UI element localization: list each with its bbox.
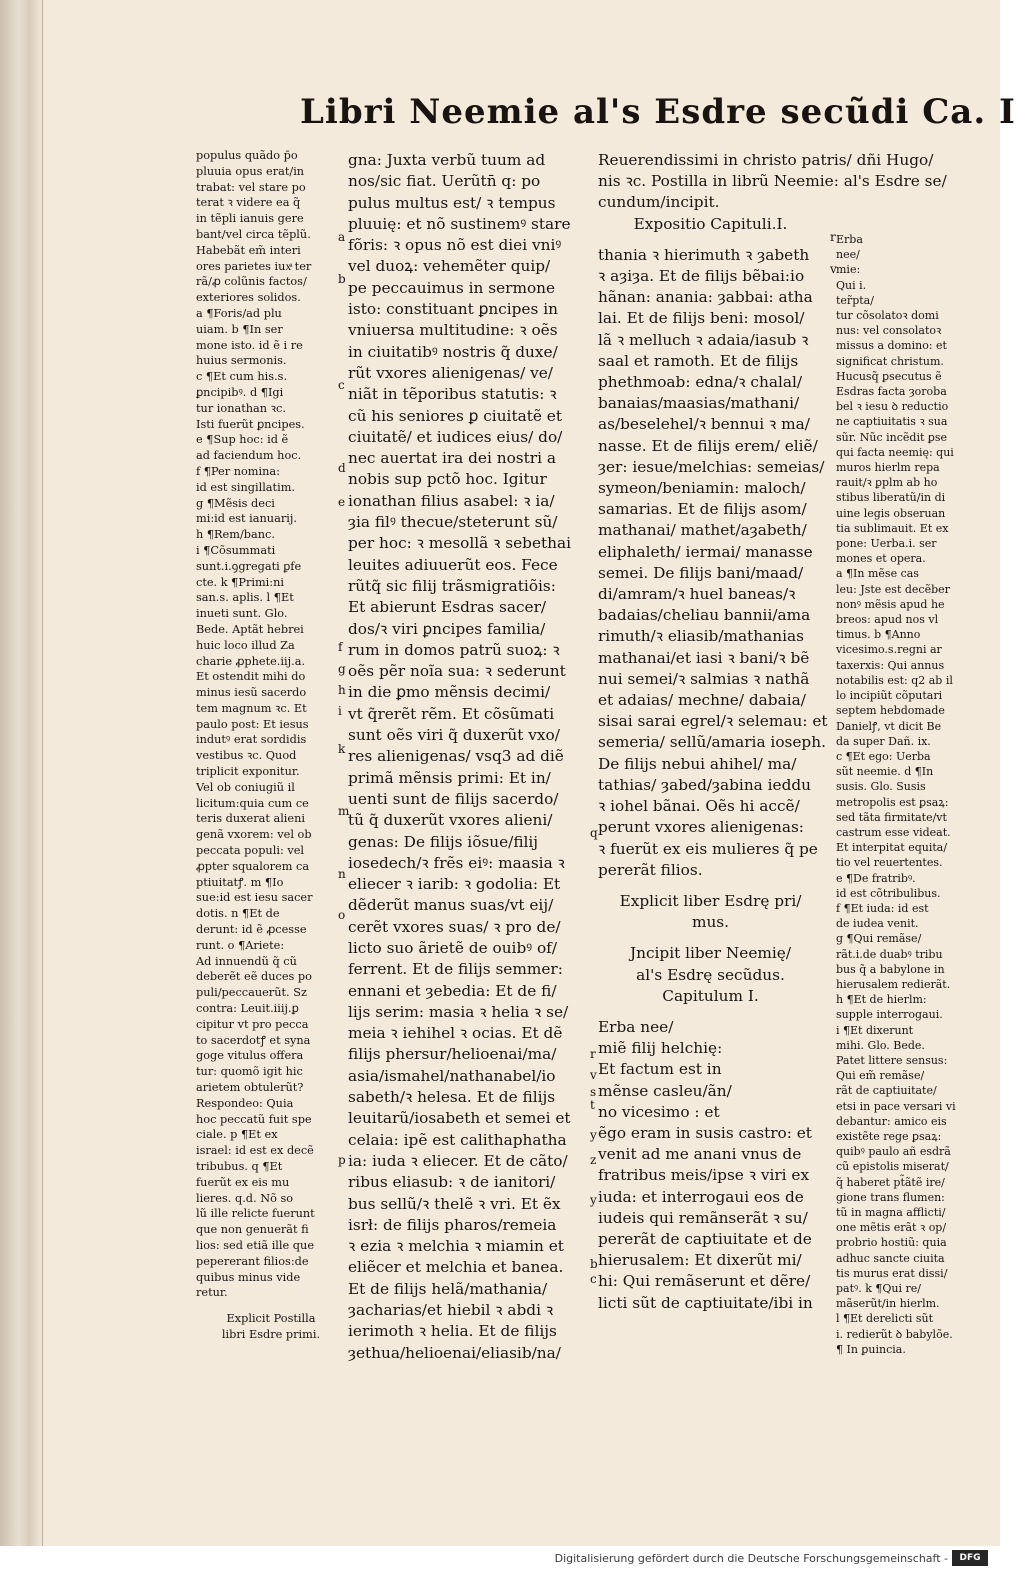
left-gloss-line: israel: id est ex decẽ bbox=[196, 1144, 314, 1158]
text-col-2-line: nui semei/ꝛ salmias ꝛ nathã bbox=[598, 669, 810, 688]
right-gloss-line: mie: bbox=[836, 263, 861, 277]
right-gloss-line: da super Dañ. ix. bbox=[836, 734, 931, 748]
left-gloss-line: fuerũt ex eis mu bbox=[196, 1175, 290, 1189]
right-gloss-line: susis. Glo. Susis bbox=[836, 780, 926, 794]
right-gloss-line: rauit/ꝛ ꝑplm ab ho bbox=[836, 476, 938, 490]
left-gloss-line: f ¶Per nomina: bbox=[196, 464, 280, 478]
text-col-1-line: Et de filijs helã/mathania/ bbox=[348, 1279, 548, 1298]
right-gloss-line: Qui em̃ remãse/ bbox=[836, 1069, 925, 1083]
right-gloss-line: bus q̃ a babylone in bbox=[836, 962, 945, 976]
text-col-1-line: isto: constituant ꝑncipes in bbox=[348, 300, 558, 319]
left-gloss-line: peccata populi: vel bbox=[196, 844, 305, 858]
left-gloss-line: licitum:quia cum ce bbox=[196, 796, 309, 810]
text-col-1-line: uenti sunt de filijs sacerdo/ bbox=[348, 789, 559, 808]
text-col-2-line: ꝛ fuerũt ex eis mulieres q̃ pe bbox=[598, 839, 818, 858]
text-col-1-line: lijs serim: masia ꝛ helia ꝛ se/ bbox=[348, 1002, 569, 1021]
right-gloss-line: patꝰ. k ¶Qui re/ bbox=[836, 1282, 921, 1296]
left-gloss-line: Ad innuendũ q̃ cũ bbox=[196, 954, 297, 968]
text-col-2-line: Explicit liber Esdrę pri/ bbox=[619, 891, 802, 910]
right-gloss-line: lo incipiũt cõputari bbox=[836, 689, 943, 703]
right-gloss-line: notabilis est: q2 ab il bbox=[836, 673, 953, 687]
right-gloss-line: breos: apud nos vl bbox=[836, 613, 939, 627]
right-gloss-line: g ¶Qui remãse/ bbox=[836, 932, 922, 946]
right-gloss-line: l ¶Et derelicti sũt bbox=[836, 1312, 934, 1326]
right-gloss-line: supple interrogaui. bbox=[836, 1008, 943, 1022]
margin-marker: b bbox=[590, 1257, 598, 1271]
left-gloss-line: populus quãdo p̄o bbox=[196, 149, 298, 162]
left-gloss-line bbox=[196, 1301, 346, 1311]
text-col-2-line: licti sũt de captiuitate/ibi in bbox=[598, 1293, 813, 1312]
text-col-2-line: sisai sarai egrel/ꝛ selemau: et bbox=[598, 712, 828, 731]
right-gloss-line: ¶ In ꝑuincia. bbox=[836, 1342, 906, 1356]
text-col-2-line: ꝛ iohel bãnai. Oẽs hi accẽ/ bbox=[598, 797, 800, 816]
text-col-2-line: De filijs nebui ahihel/ ma/ bbox=[598, 754, 797, 773]
text-col-1-line: in die ꝑmo mẽnsis decimi/ bbox=[348, 683, 551, 702]
text-col-2-line: ẽgo eram in susis castro: et bbox=[598, 1123, 812, 1142]
text-col-2-line: cundum/incipit. bbox=[598, 193, 720, 212]
margin-marker: v bbox=[830, 262, 837, 276]
right-gloss-line: ter̃pta/ bbox=[836, 293, 874, 307]
text-col-2-line: Jncipit liber Neemię/ bbox=[629, 944, 792, 963]
text-col-2-line: thania ꝛ hierimuth ꝛ ȝabeth bbox=[598, 245, 810, 264]
left-gloss-line: vestibus ꝛc. Quod bbox=[196, 749, 297, 763]
margin-marker: q bbox=[590, 826, 598, 840]
left-gloss-line: ꝑncipibꝰ. d ¶Igi bbox=[196, 385, 284, 399]
right-gloss-line: etsi in pace versari vi bbox=[836, 1099, 956, 1113]
text-col-1-line: meia ꝛ iehihel ꝛ ocias. Et dẽ bbox=[348, 1024, 563, 1043]
left-gloss-line: charie ꝓphete.iij.a. bbox=[196, 654, 306, 668]
text-col-2-line: lai. Et de filijs beni: mosol/ bbox=[598, 309, 805, 328]
right-gloss-line: one mẽtis erãt ꝛ op/ bbox=[836, 1221, 947, 1235]
text-col-2-line: hierusalem: Et dixerũt mi/ bbox=[598, 1251, 802, 1270]
text-col-1-line: ferrent. Et de filijs semmer: bbox=[348, 960, 563, 979]
left-gloss-line: ptiuitatꝭ. m ¶Io bbox=[196, 875, 284, 889]
left-gloss-line: Et ostendit mihi do bbox=[196, 670, 306, 684]
left-gloss-line: sunt.i.ꝯgregati ꝑfe bbox=[196, 559, 302, 573]
left-gloss-line: minus iesũ sacerdo bbox=[196, 686, 307, 700]
text-col-1-line: ribus eliasub: ꝛ de ianitori/ bbox=[348, 1173, 556, 1192]
left-gloss-line: teris duxerat alieni bbox=[196, 812, 305, 826]
text-col-2-line: eliphaleth/ iermai/ manasse bbox=[598, 542, 813, 561]
text-col-1-line: iosedech/ꝛ frẽs eiꝰ: maasia ꝛ bbox=[348, 853, 565, 872]
right-gloss-line: Qui i. bbox=[836, 278, 867, 292]
left-gloss-line: c ¶Et cum his.s. bbox=[196, 370, 288, 384]
text-col-2-line: iuda: et interrogaui eos de bbox=[598, 1187, 804, 1206]
left-gloss-line: paulo post: Et iesus bbox=[196, 717, 309, 731]
left-gloss-line: in tẽpli ianuis gere bbox=[196, 212, 304, 226]
right-gloss-line: timus. b ¶Anno bbox=[836, 628, 921, 642]
left-gloss-line: runt. o ¶Ariete: bbox=[196, 938, 285, 952]
right-gloss-line: mãserũt/in hierlm. bbox=[836, 1297, 940, 1311]
text-col-1-line: isrł: de filijs pharos/remeia bbox=[348, 1215, 557, 1234]
text-col-1-line: bus sellũ/ꝛ thelẽ ꝛ vri. Et ẽx bbox=[348, 1194, 561, 1213]
text-col-2-line: hãnan: anania: ȝabbai: atha bbox=[598, 288, 813, 307]
left-gloss-line: puli/peccauerũt. Sz bbox=[196, 986, 307, 1000]
right-gloss-line: adhuc sancte ciuita bbox=[836, 1251, 945, 1265]
right-gloss-line: castrum esse videat. bbox=[836, 825, 951, 839]
text-col-1-line: leuites adiuuerũt eos. Fece bbox=[348, 555, 558, 574]
book-page-edge bbox=[0, 0, 43, 1572]
left-gloss-line: ciale. p ¶Et ex bbox=[196, 1128, 278, 1142]
text-col-1-line: tũ q̃ duxerũt vxores alieni/ bbox=[348, 811, 553, 830]
text-col-1-line: primã mẽnsis primi: Et in/ bbox=[348, 768, 551, 787]
text-col-1-line: ia: iuda ꝛ eliecer. Et de cãto/ bbox=[348, 1151, 568, 1170]
right-gloss-line: c ¶Et ego: Uerba bbox=[836, 749, 931, 763]
left-gloss-line: indutꝰ erat sordidis bbox=[196, 733, 307, 747]
margin-marker: o bbox=[338, 908, 346, 922]
left-gloss-line: i ¶Cõsummati bbox=[196, 543, 276, 557]
text-col-1-line: nos/sic fiat. Uerũtn̄ q: po bbox=[348, 172, 541, 191]
text-col-2-line: mathanai/et iasi ꝛ bani/ꝛ bẽ bbox=[598, 648, 810, 667]
left-gloss-line: contra: Leuit.iiij.ꝑ bbox=[196, 1002, 299, 1016]
margin-marker: p bbox=[338, 1153, 346, 1167]
right-gloss-line: gione trans flumen: bbox=[836, 1190, 945, 1204]
right-gloss-line: vicesimo.s.regni ar bbox=[836, 643, 942, 657]
left-gloss-line: bant/vel circa tẽplũ. bbox=[196, 227, 311, 241]
text-col-1-line: vniuersa multitudine: ꝛ oẽs bbox=[348, 321, 558, 340]
left-gloss-line: san.s. aplis. l ¶Et bbox=[196, 591, 294, 605]
left-gloss-line: deberẽt eẽ duces po bbox=[196, 970, 312, 984]
text-col-2-line: symeon/beniamin: maloch/ bbox=[598, 479, 806, 498]
left-gloss-line: terat ꝛ videre ea q̃ bbox=[196, 196, 301, 210]
left-gloss-line: dotis. n ¶Et de bbox=[196, 907, 280, 921]
text-col-2-line bbox=[598, 1007, 823, 1017]
left-gloss-line: id est singillatim. bbox=[196, 480, 295, 494]
right-gloss-line: Erba bbox=[836, 233, 863, 246]
margin-marker: m bbox=[338, 804, 350, 818]
left-gloss-line: libri Esdre primi. bbox=[221, 1327, 321, 1341]
margin-marker: k bbox=[338, 742, 346, 756]
text-col-1-line: rũt vxores alienigenas/ ve/ bbox=[348, 363, 553, 382]
left-gloss-line: huius sermonis. bbox=[196, 354, 287, 368]
text-col-2-line: pererãt filios. bbox=[598, 860, 703, 879]
text-col-2-line: hi: Qui remãserunt et dẽre/ bbox=[598, 1272, 811, 1291]
left-gloss-line: derunt: id ẽ ꝓcesse bbox=[196, 923, 307, 937]
text-col-1-line: sabeth/ꝛ helesa. Et de filijs bbox=[348, 1088, 556, 1107]
left-gloss-line: pepererant filios:de bbox=[196, 1254, 309, 1268]
text-col-1-line: dẽderũt manus suas/vt eij/ bbox=[348, 896, 554, 915]
right-gloss-line: pone: Uerba.i. ser bbox=[836, 537, 937, 551]
text-col-2-line: samarias. Et de filijs asom/ bbox=[598, 500, 807, 519]
right-gloss-line: stibus liberatũ/in di bbox=[836, 491, 946, 505]
margin-marker: i bbox=[338, 704, 342, 718]
margin-marker: n bbox=[338, 867, 346, 881]
left-gloss-line: cipitur vt pro pecca bbox=[196, 1017, 309, 1031]
text-col-1-line: cũ his seniores ꝑ ciuitatẽ et bbox=[348, 406, 562, 425]
right-gloss-line: rãt de captiuitate/ bbox=[836, 1084, 937, 1098]
left-gloss-line: trabat: vel stare po bbox=[196, 180, 306, 194]
left-gloss-line: mone isto. id ẽ i re bbox=[196, 338, 303, 352]
right-gloss-line: tio vel reuertentes. bbox=[836, 856, 943, 870]
margin-marker: e bbox=[338, 495, 346, 509]
left-gloss-line: uiam. b ¶In ser bbox=[196, 322, 283, 336]
left-gloss-line: tur: quomõ igit hic bbox=[196, 1065, 303, 1079]
right-gloss-line: i ¶Et dixerunt bbox=[836, 1023, 914, 1037]
text-col-1-line: leuitarũ/iosabeth et semei et bbox=[348, 1109, 571, 1128]
right-gloss-line: tur cõsolatoꝛ domi bbox=[836, 309, 939, 323]
margin-marker: z bbox=[590, 1153, 597, 1167]
right-gloss-line: Esdras facta ȝoroba bbox=[836, 385, 947, 399]
text-col-2-line: di/amram/ꝛ huel baneas/ꝛ bbox=[598, 585, 796, 604]
text-col-1-line: res alienigenas/ vsq3 ad diẽ bbox=[348, 747, 564, 766]
text-col-1-line: ꝛ ezia ꝛ melchia ꝛ miamin et bbox=[348, 1237, 564, 1256]
left-gloss-line: huic loco illud Za bbox=[196, 638, 295, 652]
right-gloss-line: de iudea venit. bbox=[836, 917, 919, 931]
text-col-2-line: ȝer: iesue/melchias: semeias/ bbox=[598, 457, 825, 476]
text-col-2-line: Reuerendissimi in christo patris/ dñi Hugo/ bbox=[598, 151, 934, 169]
text-col-2-line: ꝛ aȝiȝa. Et de filijs bẽbai:io bbox=[598, 267, 805, 286]
text-col-2-line: fratribus meis/ipse ꝛ viri ex bbox=[598, 1166, 810, 1185]
right-gloss-line: cũ epistolis miserat/ bbox=[836, 1160, 949, 1174]
right-gloss-line: tis murus erat dissi/ bbox=[836, 1266, 948, 1280]
text-col-2-line: lã ꝛ melluch ꝛ adaia/iasub ꝛ bbox=[598, 330, 809, 349]
right-gloss-line: existẽte rege ꝑsaꝝ: bbox=[836, 1129, 942, 1143]
right-gloss-line: q̃ haberet pt̃ãtẽ ire/ bbox=[836, 1175, 945, 1189]
left-gloss-line: lieres. q.d. Nõ so bbox=[196, 1191, 294, 1205]
text-col-1-line: nobis sup pctõ hoc. Igitur bbox=[348, 470, 547, 489]
text-col-2-line: Capitulum I. bbox=[662, 986, 759, 1005]
text-col-1-line: vt q̃rerẽt rẽm. Et cõsũmati bbox=[348, 704, 555, 723]
left-gloss-line: que non genuerãt fi bbox=[196, 1223, 309, 1237]
left-gloss-line: g ¶Mẽsis deci bbox=[196, 496, 275, 510]
main-text-column-1 bbox=[348, 150, 580, 1364]
text-col-2-line: Expositio Capituli.I. bbox=[633, 214, 788, 233]
left-gloss-line: tur ionathan ꝛc. bbox=[196, 401, 286, 415]
dfg-logo: DFG bbox=[952, 1550, 988, 1566]
right-gloss-line: ne captiuitatis ꝛ sua bbox=[836, 415, 948, 429]
left-gloss-line: Explicit Postilla bbox=[226, 1312, 316, 1326]
left-gloss-column bbox=[196, 148, 346, 1343]
right-gloss-line: Patet littere sensus: bbox=[836, 1053, 948, 1067]
text-col-2-line bbox=[598, 933, 823, 943]
text-col-2-line: mẽnse casleu/ãn/ bbox=[598, 1081, 732, 1100]
right-gloss-line: sũt neemie. d ¶In bbox=[836, 765, 934, 779]
right-gloss-line: nus: vel consolatoꝛ bbox=[836, 324, 942, 338]
left-gloss-line: lios: sed etiã ille que bbox=[196, 1238, 314, 1252]
text-col-1-line: pluuię: et nõ sustinemꝰ stare bbox=[348, 214, 571, 233]
left-gloss-line: ꝓpter squalorem ca bbox=[196, 859, 310, 873]
right-gloss-line: nonꝰ mẽsis apud he bbox=[836, 597, 945, 611]
text-col-1-line: licto suo ãrietẽ de ouibꝰ of/ bbox=[348, 938, 557, 957]
left-gloss-line: tribubus. q ¶Et bbox=[196, 1160, 283, 1173]
text-col-1-line: Et abierunt Esdras sacer/ bbox=[348, 598, 547, 617]
text-col-2-line: saal et ramoth. Et de filijs bbox=[598, 351, 799, 370]
left-gloss-line: inueti sunt. Glo. bbox=[196, 607, 288, 621]
text-col-2-line: venit ad me anani vnus de bbox=[598, 1145, 802, 1164]
left-gloss-line: sue:id est iesu sacer bbox=[196, 891, 313, 905]
margin-marker: t bbox=[590, 1098, 595, 1112]
right-gloss-line: nee/ bbox=[836, 248, 860, 262]
left-gloss-line: mi:id est ianuarij. bbox=[196, 512, 297, 526]
margin-marker: a bbox=[338, 230, 346, 244]
right-gloss-line: quibꝰ paulo añ esdrã bbox=[836, 1145, 951, 1159]
right-gloss-line: missus a domino: et bbox=[836, 339, 947, 353]
text-col-1-line: ennani et ȝebedia: Et de fi/ bbox=[348, 981, 557, 1000]
right-gloss-line: sed tãta firmitate/vt bbox=[836, 810, 947, 824]
left-gloss-line: Vel ob coniugiũ il bbox=[196, 780, 295, 794]
text-col-1-line: fõris: ꝛ opus nõ est diei vniꝰ bbox=[348, 236, 562, 255]
text-col-2-line: mus. bbox=[691, 913, 730, 932]
text-col-2-line: mathanai/ mathet/aȝabeth/ bbox=[598, 521, 807, 540]
left-gloss-line: Bede. Aptãt hebrei bbox=[196, 622, 304, 636]
right-gloss-line: tia sublimauit. Et ex bbox=[836, 521, 949, 535]
text-col-2-line: semeria/ sellũ/amaria ioseph. bbox=[598, 733, 826, 752]
text-col-2-line: banaias/maasias/mathani/ bbox=[598, 394, 800, 413]
margin-marker: r bbox=[590, 1047, 596, 1061]
text-col-1-line: rũtq̃ sic filij trãsmigratiõis: bbox=[348, 576, 556, 595]
left-gloss-line: rã/ꝓ colũnis factos/ bbox=[196, 275, 307, 289]
right-gloss-line: Et interpitat equita/ bbox=[836, 841, 948, 855]
margin-marker: c bbox=[590, 1272, 597, 1286]
text-col-2-line: et adaias/ mechne/ dabaia/ bbox=[598, 691, 806, 710]
text-col-1-line: in ciuitatibꝰ nostris q̃ duxe/ bbox=[348, 342, 558, 361]
left-gloss-line: arietem obtulerũt? bbox=[196, 1081, 304, 1095]
right-gloss-line: uine legis obseruan bbox=[836, 506, 946, 520]
text-col-2-line: tathias/ ȝabed/ȝabina ieddu bbox=[598, 775, 812, 794]
margin-marker: f bbox=[338, 640, 343, 654]
margin-marker: b bbox=[338, 272, 346, 286]
running-head: Libri Neemie al's Esdre secũdi Ca. I bbox=[300, 92, 1016, 132]
margin-marker: d bbox=[338, 461, 346, 475]
left-gloss-line: e ¶Sup hoc: id ẽ bbox=[196, 433, 289, 447]
text-col-2-line: badaias/cheliau bannii/ama bbox=[598, 606, 811, 625]
text-col-1-line: ciuitatẽ/ et iudices eius/ do/ bbox=[348, 427, 563, 446]
left-gloss-line: exteriores solidos. bbox=[196, 291, 301, 305]
margin-marker: s bbox=[590, 1085, 597, 1099]
text-col-1-line: gna: Juxta verbũ tuum ad bbox=[348, 151, 546, 169]
text-col-2-line: Et factum est in bbox=[598, 1060, 722, 1079]
margin-marker: r bbox=[830, 230, 836, 244]
text-col-1-line: sunt oẽs viri q̃ duxerũt vxo/ bbox=[348, 726, 560, 745]
right-gloss-line: f ¶Et iuda: id est bbox=[836, 901, 929, 915]
text-col-2-line: al's Esdrę secũdus. bbox=[636, 965, 785, 984]
text-col-1-line: asia/ismahel/nathanabel/io bbox=[348, 1066, 556, 1085]
left-gloss-line: h ¶Rem/banc. bbox=[196, 528, 275, 542]
right-gloss-line: leu: Jste est decẽber bbox=[836, 582, 950, 596]
right-gloss-line: debantur: amico eis bbox=[836, 1114, 947, 1128]
left-gloss-line: ores parietes iuxͣ ter bbox=[196, 259, 312, 273]
text-col-2-line: nasse. Et de filijs erem/ eliẽ/ bbox=[598, 436, 818, 455]
text-col-2-line: rimuth/ꝛ eliasib/mathanias bbox=[598, 627, 804, 646]
text-col-1-line: vel duoꝝ: vehemẽter quip/ bbox=[348, 257, 551, 276]
right-gloss-column bbox=[836, 232, 960, 1357]
text-col-1-line: rum in domos patrũ suoꝝ: ꝛ bbox=[348, 640, 560, 659]
text-col-2-line: nis ꝛc. Postilla in librũ Neemie: al's Esdre se/ bbox=[598, 172, 947, 191]
text-col-2-line: miẽ filij helchię: bbox=[598, 1039, 723, 1058]
right-gloss-line: significat christum. bbox=[836, 354, 944, 368]
left-gloss-line: genã vxorem: vel ob bbox=[196, 828, 312, 842]
left-gloss-line: cte. k ¶Primi:ni bbox=[196, 575, 284, 589]
text-col-1-line: genas: De filijs iõsue/filij bbox=[348, 832, 539, 851]
right-gloss-line: i. redierũt ꝺ babylõe. bbox=[836, 1327, 953, 1341]
right-gloss-line: Danielꝭ, vt dicit Be bbox=[836, 719, 942, 733]
text-col-1-line: ierimoth ꝛ helia. Et de filijs bbox=[348, 1322, 557, 1341]
text-col-2-line: Erba nee/ bbox=[598, 1017, 674, 1036]
text-col-1-line: oẽs pẽr noĩa sua: ꝛ sederunt bbox=[348, 662, 566, 681]
left-gloss-line: goge vitulus offera bbox=[196, 1049, 304, 1063]
left-gloss-line: ad faciendum hoc. bbox=[196, 449, 302, 463]
text-col-2-line: as/beselehel/ꝛ bennui ꝛ ma/ bbox=[598, 415, 810, 434]
text-col-2-line: perunt vxores alienigenas: bbox=[598, 818, 804, 837]
text-col-1-line: ȝacharias/et hiebil ꝛ abdi ꝛ bbox=[348, 1301, 554, 1320]
left-gloss-line: quibus minus vide bbox=[196, 1270, 301, 1284]
text-col-1-line: cerẽt vxores suas/ ꝛ pro de/ bbox=[348, 917, 561, 936]
left-gloss-line: Respondeo: Quia bbox=[196, 1096, 294, 1110]
text-col-1-line: celaia: ipẽ est calithaphatha bbox=[348, 1130, 567, 1149]
left-gloss-line: retur. bbox=[196, 1286, 228, 1300]
right-gloss-line: h ¶Et de hierlm: bbox=[836, 993, 927, 1007]
text-col-2-line bbox=[598, 235, 823, 245]
text-col-2-line bbox=[598, 881, 823, 891]
right-gloss-line: sũr. Nũc incẽdit ꝑse bbox=[836, 430, 948, 444]
right-gloss-line: Hucusq̃ ꝑsecutus ẽ bbox=[836, 369, 942, 383]
left-gloss-line: Isti fuerũt ꝑncipes. bbox=[196, 417, 305, 431]
text-col-2-line: phethmoab: edna/ꝛ chalal/ bbox=[598, 373, 803, 392]
text-col-1-line: dos/ꝛ viri ꝑncipes familia/ bbox=[348, 619, 546, 638]
left-gloss-line: Habebãt em̃ interi bbox=[196, 243, 301, 257]
right-gloss-line: e ¶De fratribꝰ. bbox=[836, 871, 916, 885]
margin-marker: y bbox=[590, 1128, 597, 1142]
right-gloss-line: hierusalem redierãt. bbox=[836, 977, 951, 991]
right-gloss-line: mones et opera. bbox=[836, 552, 926, 566]
right-gloss-line: probrio hostiũ: quia bbox=[836, 1236, 947, 1250]
right-gloss-line: tũ in magna afflicti/ bbox=[836, 1206, 946, 1219]
text-col-1-line: pe peccauimus in sermone bbox=[348, 278, 556, 297]
text-col-2-line: iudeis qui remãnserãt ꝛ su/ bbox=[598, 1208, 808, 1227]
left-gloss-line: triplicit exponitur. bbox=[196, 765, 300, 779]
text-col-2-line: no vicesimo : et bbox=[598, 1102, 720, 1121]
margin-marker: h bbox=[338, 683, 346, 697]
left-gloss-line: hoc peccatũ fuit spe bbox=[196, 1112, 312, 1126]
left-gloss-line: to sacerdotꝭ et syna bbox=[196, 1033, 311, 1047]
text-col-1-line: per hoc: ꝛ mesollã ꝛ sebethai bbox=[348, 534, 572, 553]
left-gloss-line: tem magnum ꝛc. Et bbox=[196, 701, 307, 715]
margin-marker: v bbox=[590, 1068, 597, 1082]
right-gloss-line: a ¶In mẽse cas bbox=[836, 567, 919, 581]
text-col-2-line: pererãt de captiuitate et de bbox=[598, 1229, 812, 1248]
right-gloss-line: septem hebdomade bbox=[836, 704, 945, 718]
text-col-1-line: ȝia filꝰ thecue/steterunt sũ/ bbox=[348, 513, 558, 532]
text-col-1-line: ionathan filius asabel: ꝛ ia/ bbox=[348, 491, 555, 510]
right-gloss-line: qui facta neemię: qui bbox=[836, 445, 954, 459]
digitization-credit: Digitalisierung gefördert durch die Deutsche Forschungsgemeinschaft - bbox=[554, 1552, 948, 1565]
text-col-1-line: filijs phersur/helioenai/ma/ bbox=[348, 1045, 557, 1064]
left-gloss-line: pluuia opus erat/in bbox=[196, 164, 305, 178]
right-gloss-line: mihi. Glo. Bede. bbox=[836, 1038, 925, 1052]
right-gloss-line: bel ꝛ iesu ꝺ reductio bbox=[836, 400, 949, 414]
left-gloss-line: a ¶Foris/ad plu bbox=[196, 306, 282, 320]
left-gloss-line: lũ ille relicte fuerunt bbox=[196, 1207, 315, 1221]
right-gloss-line: muros hierlm repa bbox=[836, 461, 940, 475]
text-col-1-line: niãt in tẽporibus statutis: ꝛ bbox=[348, 385, 557, 404]
margin-marker: y bbox=[590, 1193, 597, 1207]
margin-marker: c bbox=[338, 378, 345, 392]
text-col-1-line: eliẽcer et melchia et banea. bbox=[348, 1258, 564, 1277]
text-col-1-line: eliecer ꝛ iarib: ꝛ godolia: Et bbox=[348, 875, 561, 894]
text-col-1-line: nec auertat ira dei nostri a bbox=[348, 449, 556, 468]
right-gloss-line: id est cõtribulibus. bbox=[836, 886, 941, 900]
margin-marker: g bbox=[338, 662, 346, 676]
right-gloss-line: metropolis est ꝑsaꝝ: bbox=[836, 795, 949, 809]
text-col-1-line: ȝethua/helioenai/eliasib/na/ bbox=[348, 1343, 561, 1362]
right-gloss-line: taxerxis: Qui annus bbox=[836, 658, 945, 672]
right-gloss-line: rãt.i.de duabꝰ tribu bbox=[836, 947, 943, 961]
text-col-1-line: pulus multus est/ ꝛ tempus bbox=[348, 193, 556, 212]
text-col-2-line: semei. De filijs bani/maad/ bbox=[598, 563, 804, 582]
